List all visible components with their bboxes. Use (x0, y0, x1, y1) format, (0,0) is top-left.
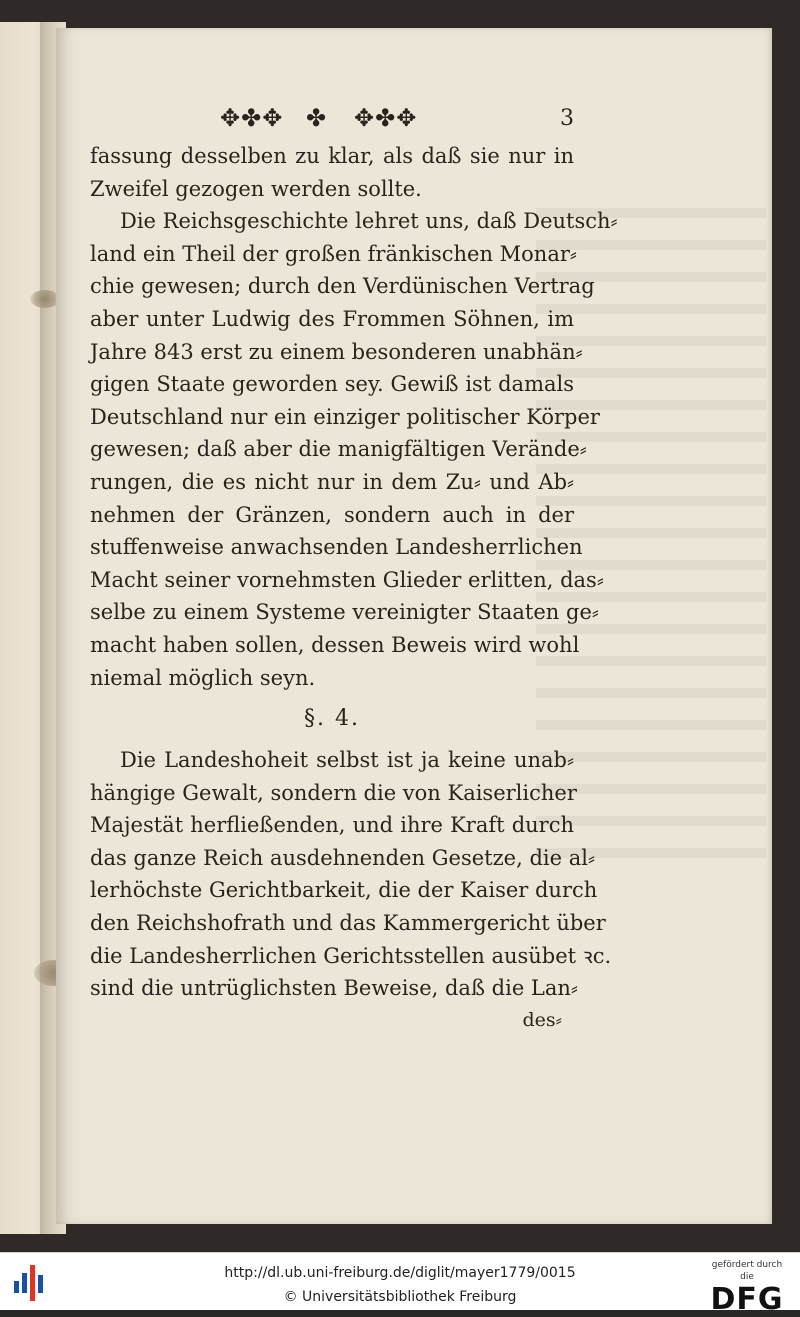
funder-caption: gefördert durch die (711, 1260, 783, 1282)
text-line: sind die untrüglichsten Beweise, daß die Lan⸗ (90, 976, 578, 1001)
text-line: Jahre 843 erst zu einem besonderen unabhän⸗ (90, 339, 583, 364)
funder-block (704, 1259, 790, 1317)
viewer-footer (0, 1252, 800, 1317)
permalink-url[interactable]: http://dl.ub.uni-freiburg.de/diglit/mayer1779/0015 (224, 1265, 576, 1281)
text-line: Die Reichsgeschichte lehret uns, daß Deutsch⸗ (120, 209, 618, 234)
copyright-notice: © Universitätsbibliothek Freiburg (283, 1289, 517, 1305)
text-line: lerhöchste Gerichtbarkeit, die der Kaiser durch (90, 878, 598, 903)
ornament-left-icon: ✥✤✥ (220, 104, 284, 132)
text-line: niemal möglich seyn. (90, 665, 316, 690)
page-number: 3 (560, 106, 574, 131)
text-line: stuffenweise anwachsenden Landesherrlichen (90, 535, 583, 560)
text-line: Zweifel gezogen werden sollte. (90, 176, 422, 201)
text-line: rungen, die es nicht nur in dem Zu⸗ und Ab⸗ (90, 469, 574, 494)
text-line: gewesen; daß aber die manigfältigen Verände⸗ (90, 437, 587, 462)
text-line: gigen Staate geworden sey. Gewiß ist damals (90, 372, 574, 397)
text-line: Majestät herfließenden, und ihre Kraft durch (90, 813, 574, 838)
text-line: Macht seiner vornehmsten Glieder erlitten, das⸗ (90, 567, 604, 592)
text-line: fassung desselben zu klar, als daß sie nur in (90, 144, 574, 168)
ornament-center-icon: ✤ (306, 104, 328, 132)
section-heading: §. 4. (304, 706, 360, 732)
text-line: chie gewesen; durch den Verdünischen Vertrag (90, 274, 595, 299)
text-line: Deutschland nur ein einziger politischer Körper (90, 404, 600, 429)
text-line: aber unter Ludwig des Frommen Söhnen, im (90, 306, 574, 331)
page-header (220, 104, 600, 138)
text-line: die Landesherrlichen Gerichtsstellen ausübet ꝛc. (90, 943, 612, 968)
page-body-text (90, 140, 618, 1035)
text-line: land ein Theil der großen fränkischen Monar⸗ (90, 241, 577, 266)
text-line: hängige Gewalt, sondern die von Kaiserlicher (90, 780, 577, 805)
text-line: das ganze Reich ausdehnenden Gesetze, die al⸗ (90, 845, 595, 870)
dfg-logo-icon: DFG (710, 1282, 784, 1317)
catchword: des⸗ (522, 1008, 562, 1031)
ornament-right-icon: ✥✤✥ (354, 104, 418, 132)
text-line: macht haben sollen, dessen Beweis wird wohl (90, 632, 580, 657)
text-line: selbe zu einem Systeme vereinigter Staaten ge⸗ (90, 600, 599, 625)
text-line: nehmen der Gränzen, sondern auch in der (90, 502, 574, 527)
text-line: Die Landeshoheit selbst ist ja keine unab⸗ (120, 748, 574, 773)
text-line: den Reichshofrath und das Kammergericht über (90, 911, 606, 936)
